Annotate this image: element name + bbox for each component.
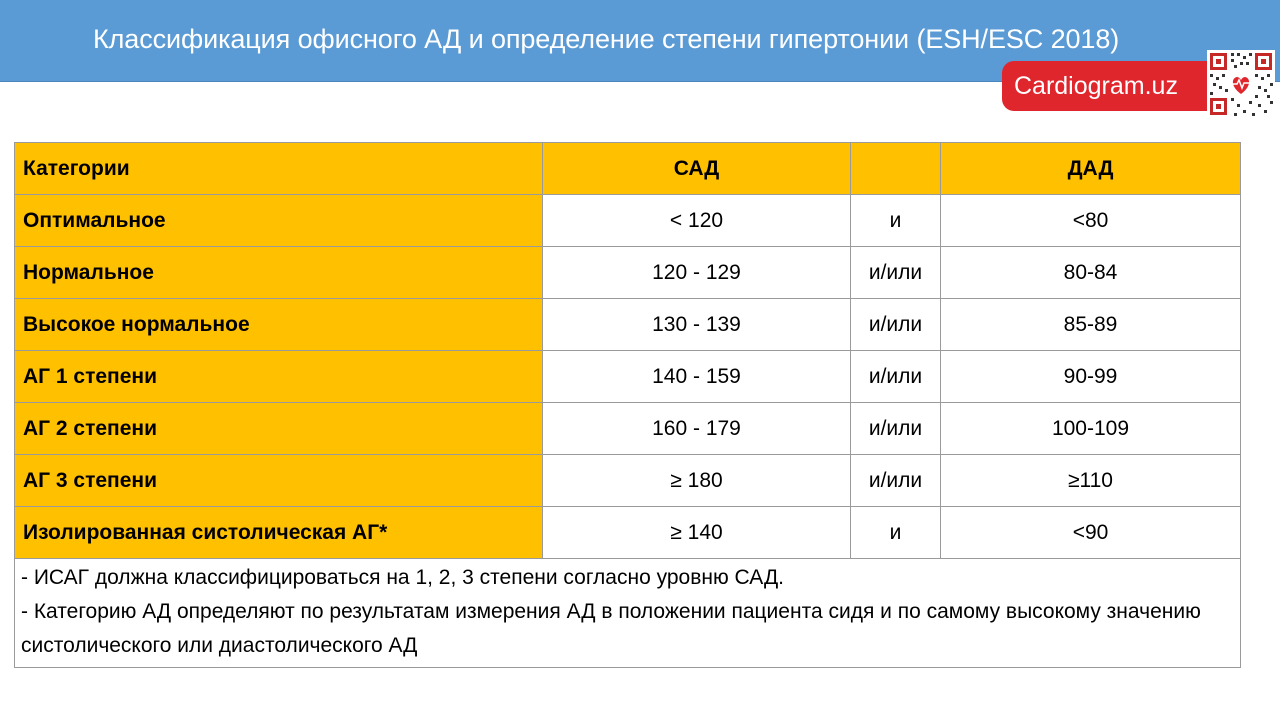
table-row xyxy=(15,455,1241,507)
row-conjunction: и/или xyxy=(851,299,941,351)
header-conjunction xyxy=(851,143,941,195)
note-line: - ИСАГ должна классифицироваться на 1, 2, 3 степени согласно уровню САД. xyxy=(21,566,785,589)
table-row xyxy=(15,351,1241,403)
row-category: Оптимальное xyxy=(15,195,543,247)
row-conjunction: и/или xyxy=(851,351,941,403)
row-dad: <90 xyxy=(941,507,1241,559)
note-line: - Категорию АД определяют по результатам измерения АД в положении пациента сидя и по самому высокому значению систолического или диастолического АД xyxy=(21,600,1201,657)
row-conjunction: и/или xyxy=(851,403,941,455)
table-row xyxy=(15,299,1241,351)
row-dad: 85-89 xyxy=(941,299,1241,351)
table-row xyxy=(15,507,1241,559)
row-conjunction: и xyxy=(851,507,941,559)
header-sad: САД xyxy=(543,143,851,195)
row-category: Нормальное xyxy=(15,247,543,299)
bp-classification-table xyxy=(14,142,1241,668)
row-category: АГ 1 степени xyxy=(15,351,543,403)
table-row xyxy=(15,247,1241,299)
table-notes xyxy=(15,559,1241,668)
row-category: Изолированная систолическая АГ* xyxy=(15,507,543,559)
row-dad: 80-84 xyxy=(941,247,1241,299)
table-row xyxy=(15,403,1241,455)
row-sad: ≥ 180 xyxy=(543,455,851,507)
row-sad: 140 - 159 xyxy=(543,351,851,403)
row-sad: 120 - 129 xyxy=(543,247,851,299)
row-conjunction: и xyxy=(851,195,941,247)
row-sad: 130 - 139 xyxy=(543,299,851,351)
row-sad: 160 - 179 xyxy=(543,403,851,455)
row-category: АГ 2 степени xyxy=(15,403,543,455)
qr-code-icon xyxy=(1207,50,1275,118)
row-dad: <80 xyxy=(941,195,1241,247)
row-dad: 90-99 xyxy=(941,351,1241,403)
page-title: Классификация офисного АД и определение степени гипертонии (ESH/ESC 2018) xyxy=(93,24,1120,54)
row-sad: < 120 xyxy=(543,195,851,247)
header-dad: ДАД xyxy=(941,143,1241,195)
row-conjunction: и/или xyxy=(851,455,941,507)
row-category: Высокое нормальное xyxy=(15,299,543,351)
table-notes-row xyxy=(15,559,1241,668)
row-category: АГ 3 степени xyxy=(15,455,543,507)
table-header-row xyxy=(15,143,1241,195)
row-dad: ≥110 xyxy=(941,455,1241,507)
brand-label: Cardiogram.uz xyxy=(1014,72,1178,100)
brand-badge[interactable] xyxy=(1002,61,1207,111)
row-dad: 100-109 xyxy=(941,403,1241,455)
row-sad: ≥ 140 xyxy=(543,507,851,559)
row-conjunction: и/или xyxy=(851,247,941,299)
table-row xyxy=(15,195,1241,247)
header-categories: Категории xyxy=(15,143,543,195)
